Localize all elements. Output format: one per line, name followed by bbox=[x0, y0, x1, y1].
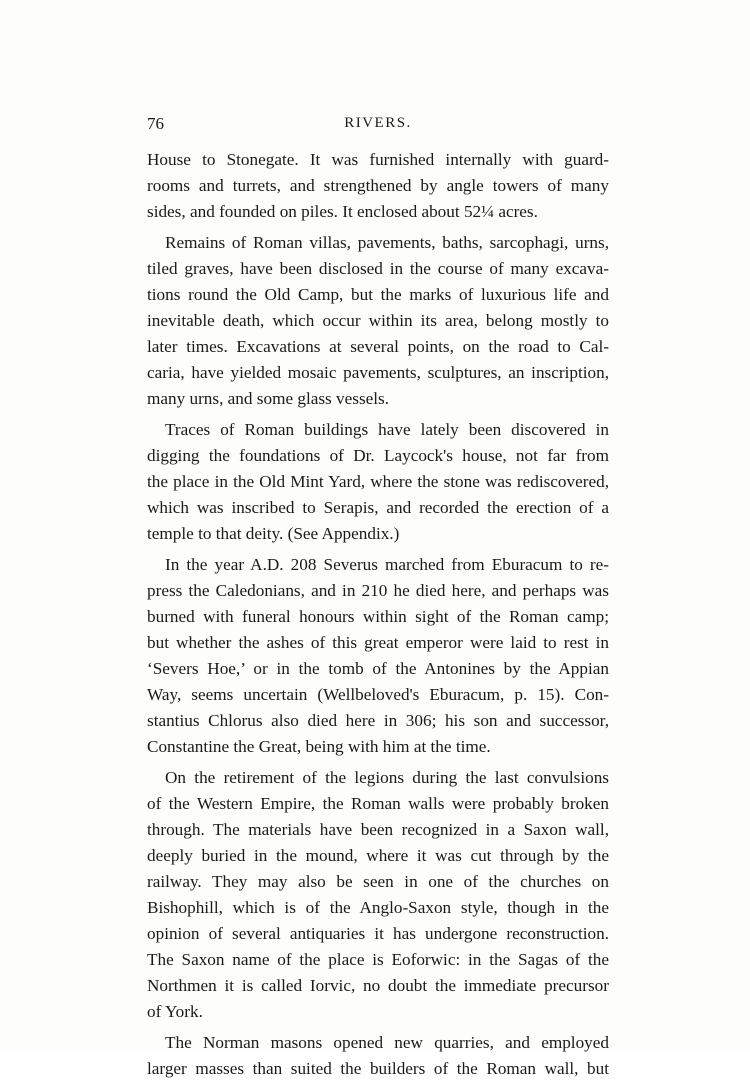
text-line: inevitable death, which occur within its area, belong mostly to bbox=[147, 311, 609, 330]
text-line: caria, have yielded mosaic pavements, sculptures, an inscription, bbox=[147, 363, 609, 382]
running-title: RIVERS. bbox=[344, 115, 412, 131]
text-line: which was inscribed to Serapis, and recorded the erection of a bbox=[147, 498, 609, 517]
text-line: opinion of several antiquaries it has undergone reconstruction. bbox=[147, 924, 609, 943]
text-line: House to Stonegate. It was furnished internally with guard- bbox=[147, 150, 609, 169]
text-line: of the Western Empire, the Roman walls were probably broken bbox=[147, 794, 609, 813]
text-line: through. The materials have been recognized in a Saxon wall, bbox=[147, 820, 609, 839]
text-line: Constantine the Great, being with him at the time. bbox=[147, 737, 491, 756]
text-line: Traces of Roman buildings have lately been discovered in bbox=[165, 420, 609, 439]
text-line: In the year A.D. 208 Severus marched from Eburacum to re- bbox=[165, 555, 609, 574]
body-text bbox=[147, 147, 609, 1082]
text-line: Way, seems uncertain (Wellbeloved's Eburacum, p. 15). Con- bbox=[147, 685, 609, 704]
text-line: Bishophill, which is of the Anglo-Saxon style, though in the bbox=[147, 898, 609, 917]
text-line: On the retirement of the legions during the last convulsions bbox=[165, 768, 609, 787]
text-line: railway. They may also be seen in one of the churches on bbox=[147, 872, 609, 891]
text-line: press the Caledonians, and in 210 he died here, and perhaps was bbox=[147, 581, 609, 600]
text-line: burned with funeral honours within sight of the Roman camp; bbox=[147, 607, 609, 626]
text-line: tiled graves, have been disclosed in the course of many excava- bbox=[147, 259, 609, 278]
text-line: Remains of Roman villas, pavements, baths, sarcophagi, urns, bbox=[165, 233, 609, 252]
page-number: 76 bbox=[147, 114, 164, 133]
text-line: stantius Chlorus also died here in 306; his son and successor, bbox=[147, 711, 609, 730]
text-line: larger masses than suited the builders of the Roman wall, but bbox=[147, 1059, 609, 1078]
text-line: deeply buried in the mound, where it was cut through by the bbox=[147, 846, 609, 865]
text-line: the place in the Old Mint Yard, where the stone was rediscovered, bbox=[147, 472, 609, 491]
text-line: tions round the Old Camp, but the marks of luxurious life and bbox=[147, 285, 609, 304]
text-line: of York. bbox=[147, 1002, 203, 1021]
text-line: temple to that deity. (See Appendix.) bbox=[147, 524, 400, 543]
text-line: ‘Severs Hoe,’ or in the tomb of the Antonines by the Appian bbox=[147, 659, 609, 678]
text-line: digging the foundations of Dr. Laycock's house, not far from bbox=[147, 446, 609, 465]
text-line: The Norman masons opened new quarries, and employed bbox=[165, 1033, 609, 1052]
running-head bbox=[147, 114, 609, 138]
text-line: later times. Excavations at several points, on the road to Cal- bbox=[147, 337, 609, 356]
text-line: rooms and turrets, and strengthened by angle towers of many bbox=[147, 176, 609, 195]
text-line: The Saxon name of the place is Eoforwic: in the Sagas of the bbox=[147, 950, 609, 969]
text-line: sides, and founded on piles. It enclosed about 52¼ acres. bbox=[147, 202, 538, 221]
text-line: Northmen it is called Iorvic, no doubt the immediate precursor bbox=[147, 976, 609, 995]
text-line: but whether the ashes of this great emperor were laid to rest in bbox=[147, 633, 609, 652]
text-line: many urns, and some glass vessels. bbox=[147, 389, 390, 408]
